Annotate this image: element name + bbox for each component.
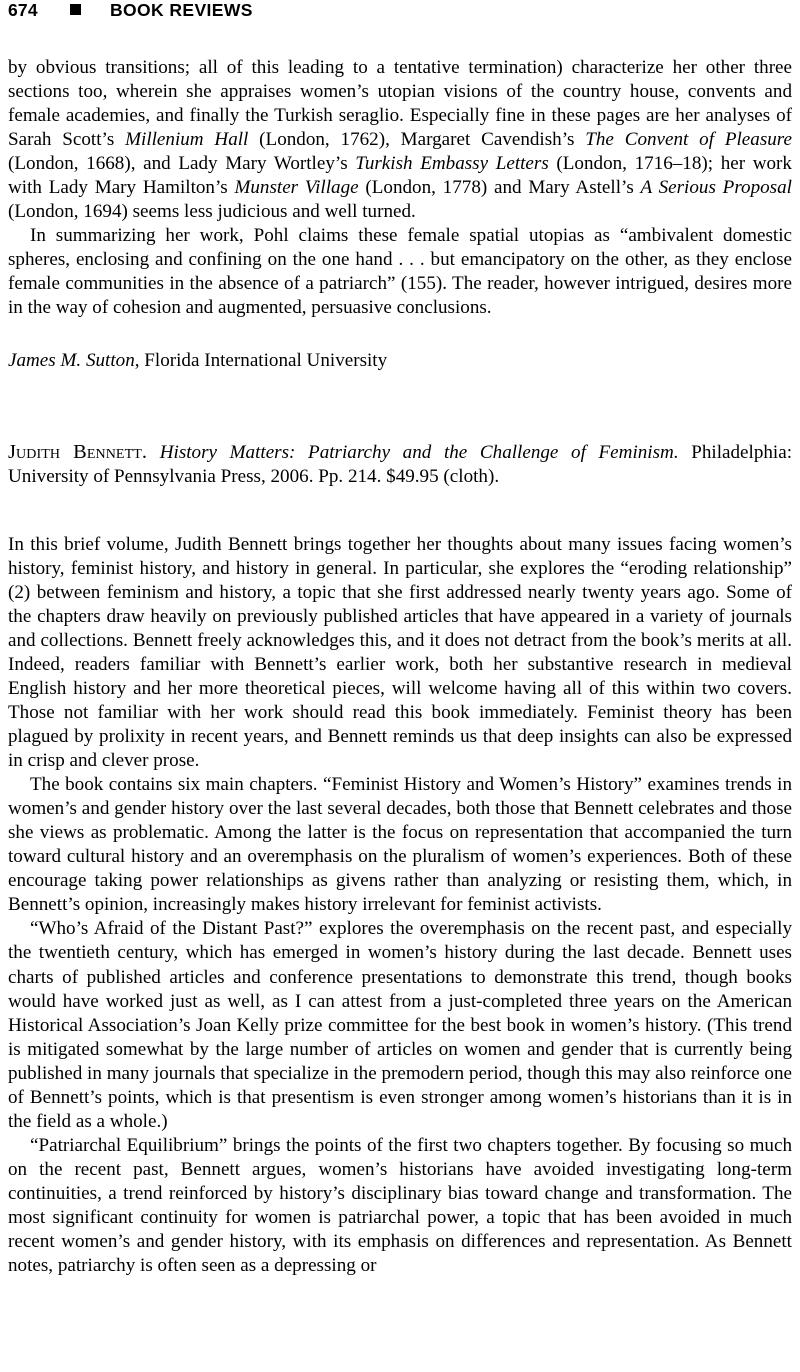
book-entry-header [8,373,792,489]
reviewer-signature [8,321,792,373]
review-paragraph-4: “Patriarchal Equilibrium” brings the points of the first two chapters together. By focusing so much on the recent past, Bennett argues, women’s historians have avoided investigating long-term continuities, a trend reinforced by history’s disciplinary bias toward change and transformation. The most significant continuity for women is patriarchal power, a topic that has been avoided in much recent women’s and gender history, with its emphasis on differences and representation. As Bennett notes, patriarchy is often seen as a depressing or [8,1134,792,1277]
book-title-a-serious-proposal: A Serious Proposal [640,177,792,199]
book-publication-details: Philadelphia: University of Pennsylvania Press, 2006. Pp. 214. $49.95 (cloth). [8,441,793,487]
page-number: 674 [8,0,38,20]
review-body [8,489,792,1278]
continuation-text-a: (London, 1762), Margaret Cavendish’s [248,129,586,151]
review-paragraph-2: The book contains six main chapters. “Feminist History and Women’s History” examines trends in women’s and gender history over the last several decades, both those that Bennett celebrates and those she views as problematic. Among the latter is the focus on representation that accompanied the turn toward cultural history and an overemphasis on the pluralism of women’s experiences. Both of these encourage taking power relationships as givens rather than analyzing or resisting them, which, in Bennett’s opinion, increasingly makes history irrelevant for feminist activists. [8,774,792,916]
reviewer-affiliation: , Florida International University [134,349,388,371]
continuation-text-e: (London, 1694) seems less judicious and well turned. [8,201,416,223]
continuation-text-d: (London, 1778) and Mary Astell’s [358,177,641,199]
review-paragraph-1: In this brief volume, Judith Bennett brings together her thoughts about many issues facing women’s history, feminist history, and history in general. In particular, she explores the “eroding relationship” (2) between feminism and history, a topic that she first addressed nearly twenty years ago. Some of the chapters draw heavily on previously published articles that have appeared in a variety of journals and collections. Bennett freely acknowledges this, and it does not detract from the book’s merits at all. Indeed, readers familiar with Bennett’s earlier work, both her substantive research in medieval English history and her more theoretical pieces, will welcome having all of this within two covers. Those not familiar with her work should read this book immediately. Feminist theory has been plagued by prolixity in recent years, and Bennett reminds us that deep insights can also be expressed in crisp and clever prose. [8,533,792,772]
book-author: Judith Bennett. [8,440,148,463]
book-title: History Matters: Patriarchy and the Challenge of Feminism. [159,441,679,463]
book-header-space [147,442,160,463]
book-title-millenium-hall: Millenium Hall [125,129,249,151]
review-paragraph-3: “Who’s Afraid of the Distant Past?” explores the overemphasis on the recent past, and especially the twentieth century, which has emerged in women’s history during the last decade. Bennett uses charts of published articles and conference presentations to demonstrate this trend, though books would have worked just as well, as I can attest from a just-completed three years on the American Historical Association’s Joan Kelly prize committee for the best book in women’s history. (This trend is mitigated somewhat by the large number of articles on women and gender that is currently being published in many journals that specialize in the premodern period, though this may also reinforce one of Bennett’s points, which is that presentism is even stronger among women’s historians than it is in the field as a whole.) [8,918,792,1132]
text-column [8,56,792,1278]
continuation-text-b: (London, 1668), and Lady Mary Wortley’s [8,153,356,175]
continuation-text-lead: by obvious transitions; all of this leading to a tentative termination) characterize her other three sections too, wherein she appraises women’s utopian visions of the country house, convents and female academies, and finally the Turkish seraglio. Especially fine in these pages are her analyses of Sarah Scott’s [8,57,792,151]
reviewer-name: James M. Sutton [8,349,135,371]
book-title-munster-village: Munster Village [234,177,359,199]
continuation-paragraph [8,56,792,224]
square-bullet-icon [70,4,81,15]
running-head [8,0,792,34]
running-head-title: BOOK REVIEWS [110,0,253,20]
book-title-convent-of-pleasure: The Convent of Pleasure [585,129,793,151]
continuation-text-c: (London, 1716–18); her work with Lady Mary Hamilton’s [8,153,792,199]
book-title-turkish-embassy-letters: Turkish Embassy Letters [355,153,549,175]
closing-paragraph: In summarizing her work, Pohl claims these female spatial utopias as “ambivalent domestic spheres, enclosing and confining on the one hand . . . but emancipatory on the other, as they enclose female communities in the absence of a patriarch” (155). The reader, however intrigued, desires more in the way of cohesion and augmented, persuasive conclusions. [8,225,792,319]
